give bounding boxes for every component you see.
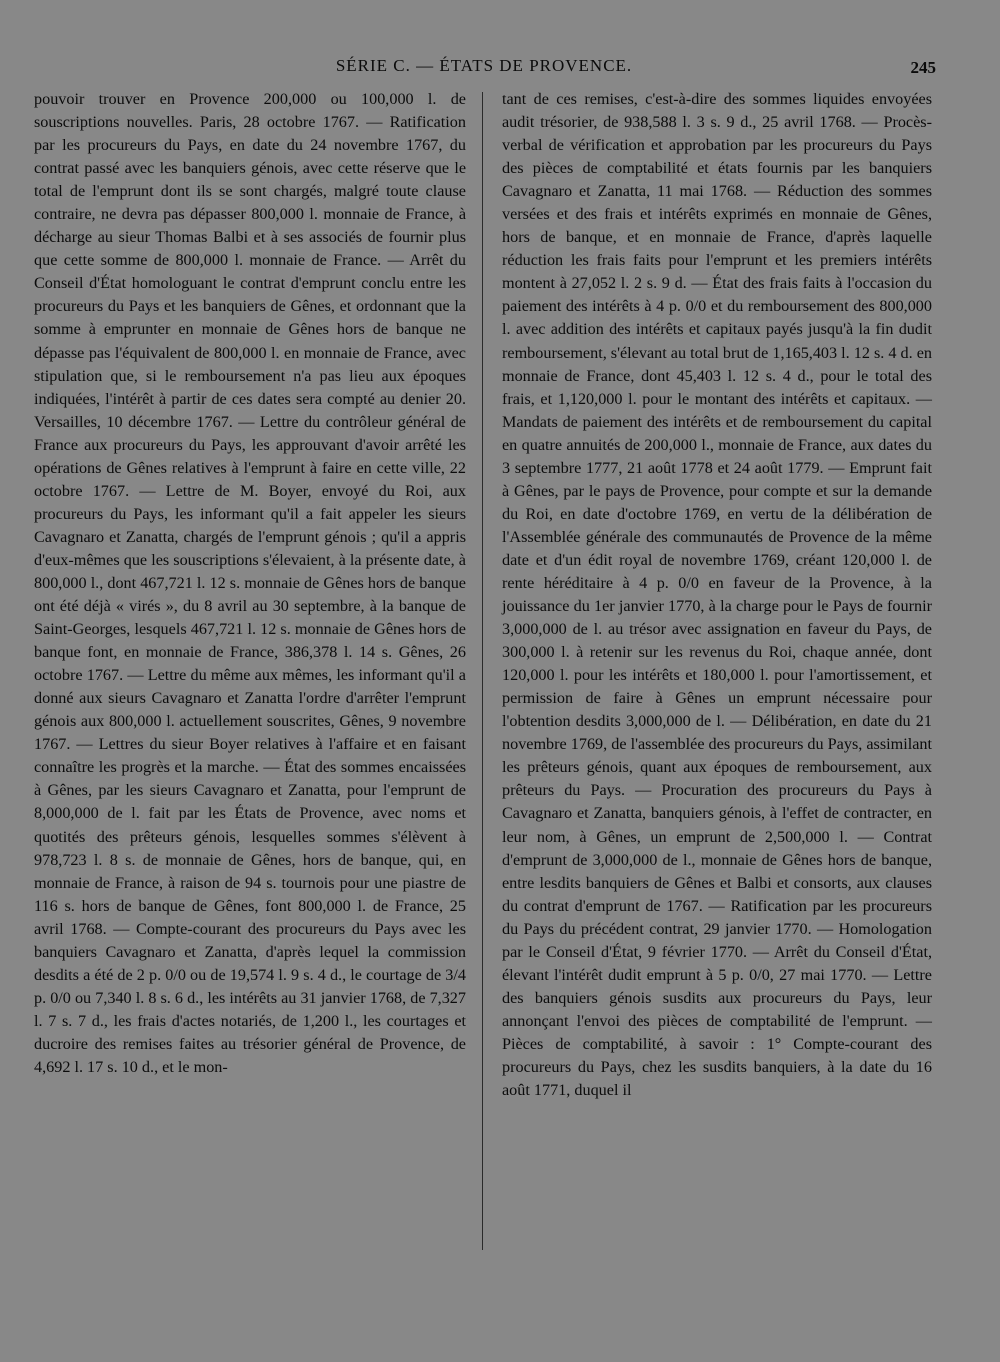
page-header — [34, 56, 934, 86]
column-divider — [482, 92, 483, 1250]
right-column-text: tant de ces remises, c'est-à-dire des sommes liquides envoyées audit trésorier, de 938,588 l. 3 s. 9 d., 25 avril 1768. — Procès-verbal de vérification et approbation par les procureurs du Pays des pièces de comptabilité et états fournis par les banquiers Cavagnaro et Zanatta, 11 mai 1768. — Réduction des sommes versées et des frais et intérêts exprimés en monnaie de Gênes, hors de banque, et en monnaie de France, d'après laquelle réduction les frais faits pour l'emprunt et les premiers intérêts montent à 27,052 l. 2 s. 9 d. — État des frais faits à l'occasion du paiement des intérêts à 4 p. 0/0 et du remboursement des 800,000 l. avec addition des intérêts et capitaux payés jusqu'à la fin dudit remboursement, s'élevant au total brut de 1,165,403 l. 12 s. 4 d. en monnaie de France, dont 45,403 l. 12 s. 4 d., pour le total des frais, et 1,120,000 l. pour le montant des intérêts et capitaux. — Mandats de paiement des intérêts et de remboursement du capital en quatre annuités de 200,000 l., monnaie de France, aux dates du 3 septembre 1777, 21 août 1778 et 24 août 1779. — Emprunt fait à Gênes, par le pays de Provence, pour compte et sur la demande du Roi, en date d'octobre 1769, en vertu de la délibération de l'Assemblée générale des communautés de Provence de la même date et d'un édit royal de novembre 1769, créant 120,000 l. de rente héréditaire à 4 p. 0/0 en faveur de la Provence, à la jouissance du 1er janvier 1770, à la charge pour le Pays de fournir 3,000,000 de l. au trésor avec assignation en faveur du Pays, de 300,000 l. à retenir sur les revenus du Roi, chaque année, dont 120,000 l. pour les intérêts et 180,000 l. pour l'amortissement, et permission de faire à Gênes un emprunt nécessaire pour l'obtention desdits 3,000,000 de l. — Délibération, en date du 21 novembre 1769, de l'assemblée des procureurs du Pays, assimilant les prêteurs génois, quant aux époques de remboursement, aux prêteurs du Pays. — Procuration des procureurs du Pays à Cavagnaro et Zanatta, banquiers génois, à l'effet de contracter, en leur nom, à Gênes, un emprunt de 2,500,000 l. — Contrat d'emprunt de 3,000,000 de l., monnaie de Gênes hors de banque, entre lesdits banquiers de Gênes et Balbi et consorts, aux clauses du contrat d'emprunt de 1767. — Ratification par les procureurs du Pays du précédent contrat, 29 janvier 1770. — Homologation par le Conseil d'État, 9 février 1770. — Arrêt du Conseil d'État, élevant l'intérêt dudit emprunt à 5 p. 0/0, 27 mai 1770. — Lettre des banquiers génois susdits aux procureurs du Pays, leur annonçant l'envoi des pièces de comptabilité de l'emprunt. — Pièces de comptabilité, à savoir : 1° Compte-courant des procureurs du Pays, chez les susdits banquiers, à la date du 16 août 1771, duquel il — [502, 90, 932, 1100]
page-number: 245 — [910, 58, 936, 77]
left-column — [34, 88, 466, 1079]
running-title: SÉRIE C. — ÉTATS DE PROVENCE. — [335, 56, 633, 75]
left-column-text: pouvoir trouver en Provence 200,000 ou 100,000 l. de souscriptions nouvelles. Paris, 28 octobre 1767. — Ratification par les procureurs du Pays, en date du 24 novembre 1767, du contrat passé avec les banquiers génois, avec cette réserve que le total de l'emprunt dont ils se sont chargés, malgré toute clause contraire, ne devra pas dépasser 800,000 l. monnaie de France, à décharge au sieur Thomas Balbi et à ses associés de fournir plus que cette somme de 800,000 l. monnaie de France. — Arrêt du Conseil d'État homologuant le contrat d'emprunt conclu entre les procureurs du Pays et les banquiers de Gênes, et ordonnant que la somme à emprunter en monnaie de Gênes hors de banque ne dépasse pas l'équivalent de 800,000 l. en monnaie de France, avec stipulation que, si le remboursement n'a pas lieu aux époques indiquées, l'intérêt à partir de ces dates sera compté au denier 20. Versailles, 10 décembre 1767. — Lettre du contrôleur général de France aux procureurs du Pays, les approuvant d'avoir arrêté les opérations de Gênes relatives à l'emprunt à faire en cette ville, 22 octobre 1767. — Lettre de M. Boyer, envoyé du Roi, aux procureurs du Pays, les informant qu'il a fait appeler les sieurs Cavagnaro et Zanatta, chargés de l'emprunt génois ; qu'il a appris d'eux-mêmes que les souscriptions s'élevaient, à la présente date, à 800,000 l., dont 467,721 l. 12 s. monnaie de Gênes hors de banque ont été déjà « virés », du 8 avril au 30 septembre, à la banque de Saint-Georges, lesquels 467,721 l. 12 s. monnaie de Gênes hors de banque font, en monnaie de France, 386,378 l. 14 s. Gênes, 26 octobre 1767. — Lettre du même aux mêmes, les informant qu'il a donné aux sieurs Cavagnaro et Zanatta l'ordre d'arrêter l'emprunt génois aux 800,000 l. actuellement souscrites, Gênes, 9 novembre 1767. — Lettres du sieur Boyer relatives à l'affaire et en faisant connaître les progrès et la marche. — État des sommes encaissées à Gênes, par les sieurs Cavagnaro et Zanatta, pour l'emprunt de 8,000,000 de l. fait par les États de Provence, avec noms et quotités des prêteurs génois, lesquelles sommes s'élèvent à 978,723 l. 8 s. de monnaie de Gênes, hors de banque, qui, en monnaie de France, à raison de 94 s. tournois pour une piastre de 116 s. hors de banque de Gênes, font 800,000 l. de France, 25 avril 1768. — Compte-courant des procureurs du Pays avec les banquiers Cavagnaro et Zanatta, d'après lequel la commission desdits a été de 2 p. 0/0 ou de 19,574 l. 9 s. 4 d., le courtage de 3/4 p. 0/0 ou 7,340 l. 8 s. 6 d., les intérêts au 31 janvier 1768, de 7,327 l. 7 s. 7 d., les frais d'actes notariés, de 1,200 l., les courtages et ducroire des remises faites au trésorier général de Provence, de 4,692 l. 17 s. 10 d., et le mon- — [34, 90, 466, 1076]
right-column — [502, 88, 932, 1102]
